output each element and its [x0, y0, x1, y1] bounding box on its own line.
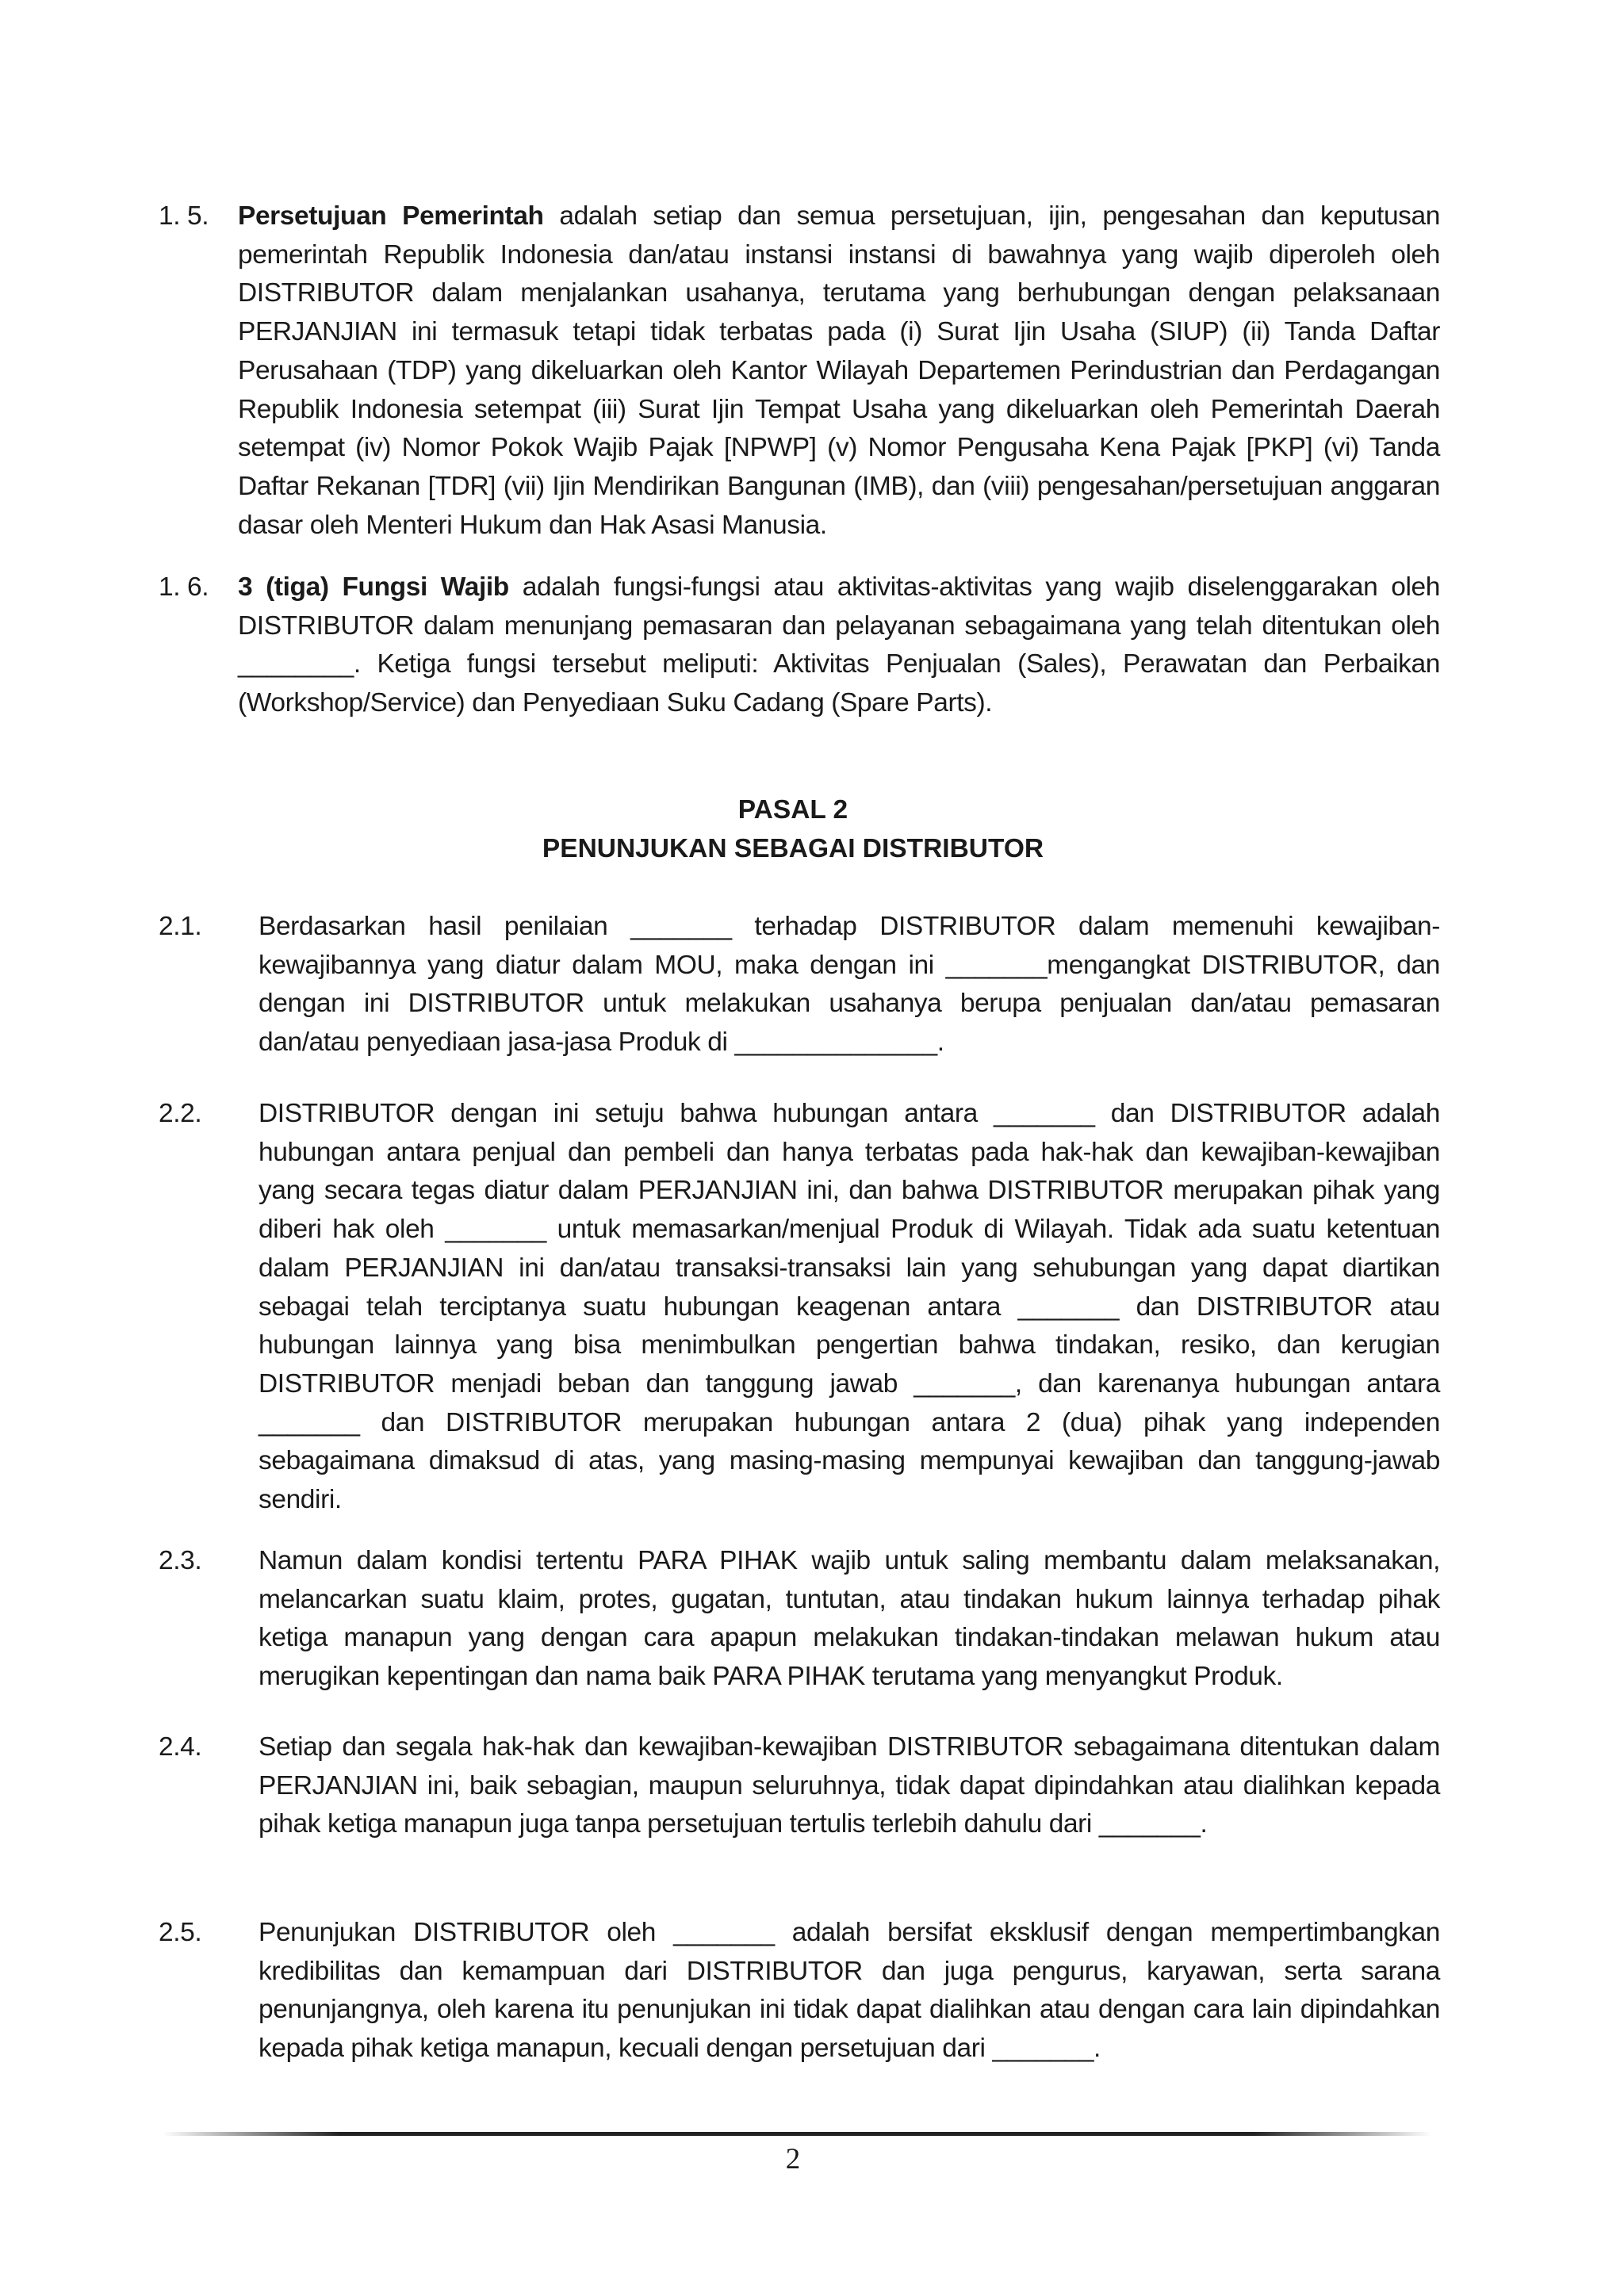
- clause-body: [238, 568, 1440, 723]
- clause-number: 1. 6.: [159, 572, 209, 602]
- clause-number: 1. 5.: [159, 201, 209, 231]
- footer-divider: [163, 2132, 1431, 2136]
- clause-number: 2.4.: [159, 1732, 202, 1762]
- clause-2-4: [159, 1728, 1440, 1844]
- clause-number: 2.3.: [159, 1546, 202, 1575]
- clause-2-5: [159, 1914, 1440, 2068]
- defined-term: 3 (tiga) Fungsi Wajib: [238, 572, 509, 602]
- clause-text: Berdasarkan hasil penilaian _______ terhadap DISTRIBUTOR dalam memenuhi kewajiban-kewajibannya yang diatur dalam MOU, maka dengan ini _______mengangkat DISTRIBUTOR, dan dengan ini DISTRIBUTOR untuk melakukan usahanya berupa penjualan dan/atau pemasaran dan/atau penyediaan jasa-jasa Produk di ______________.: [259, 912, 1440, 1058]
- article-title: PENUNJUKAN SEBAGAI DISTRIBUTOR: [542, 834, 1044, 863]
- clause-number: 2.5.: [159, 1918, 202, 1947]
- clause-2-2: [159, 1095, 1440, 1520]
- clause-text: Namun dalam kondisi tertentu PARA PIHAK wajib untuk saling membantu dalam melaksanakan, melancarkan suatu klaim, protes, gugatan, tuntutan, atau tindakan hukum lainnya terhadap pihak ketiga manapun yang dengan cara apapun melakukan tindakan-tindakan melawan hukum atau merugikan kepentingan dan nama baik PARA PIHAK terutama yang menyangkut Produk.: [259, 1546, 1440, 1692]
- clause-2-1: [159, 908, 1440, 1062]
- clause-1-6: [159, 568, 1440, 723]
- clause-text: Penunjukan DISTRIBUTOR oleh _______ adalah bersifat eksklusif dengan mempertimbangkan kredibilitas dan kemampuan dari DISTRIBUTOR dan juga pengurus, karyawan, serta sarana penunjangnya, oleh karena itu penunjukan ini tidak dapat dialihkan atau dengan cara lain dipindahkan kepada pihak ketiga manapun, kecuali dengan persetujuan dari _______.: [259, 1918, 1440, 2064]
- clause-number: 2.1.: [159, 912, 202, 941]
- clause-number: 2.2.: [159, 1099, 202, 1128]
- clause-1-5: [159, 197, 1440, 545]
- clause-text: adalah fungsi-fungsi atau aktivitas-aktivitas yang wajib diselenggarakan oleh DISTRIBUTOR dalam menunjang pemasaran dan pelayanan sebagaimana yang telah ditentukan oleh ________. Ketiga fungsi tersebut meliputi: Aktivitas Penjualan (Sales), Perawatan dan Perbaikan (Workshop/Service) dan Penyediaan Suku Cadang (Spare Parts).: [238, 572, 1440, 718]
- page-number: 2: [785, 2143, 801, 2175]
- clause-text: adalah setiap dan semua persetujuan, ijin, pengesahan dan keputusan pemerintah Republik Indonesia dan/atau instansi instansi di bawahnya yang wajib diperoleh oleh DISTRIBUTOR dalam menjalankan usahanya, terutama yang berhubungan dengan pelaksanaan PERJANJIAN ini termasuk tetapi tidak terbatas pada (i) Surat Ijin Usaha (SIUP) (ii) Tanda Daftar Perusahaan (TDP) yang dikeluarkan oleh Kantor Wilayah Departemen Perindustrian dan Perdagangan Republik Indonesia setempat (iii) Surat Ijin Tempat Usaha yang dikeluarkan oleh Pemerintah Daerah setempat (iv) Nomor Pokok Wajib Pajak [NPWP] (v) Nomor Pengusaha Kena Pajak [PKP] (vi) Tanda Daftar Rekanan [TDR] (vii) Ijin Mendirikan Bangunan (IMB), dan (viii) pengesahan/persetujuan anggaran dasar oleh Menteri Hukum dan Hak Asasi Manusia.: [238, 201, 1440, 540]
- defined-term: Persetujuan Pemerintah: [238, 201, 544, 231]
- clause-text: DISTRIBUTOR dengan ini setuju bahwa hubungan antara _______ dan DISTRIBUTOR adalah hubungan antara penjual dan pembeli dan hanya terbatas pada hak-hak dan kewajiban-kewajiban yang secara tegas diatur dalam PERJANJIAN ini, dan bahwa DISTRIBUTOR merupakan pihak yang diberi hak oleh _______ untuk memasarkan/menjual Produk di Wilayah. Tidak ada suatu ketentuan dalam PERJANJIAN ini dan/atau transaksi-transaksi lain yang sehubungan yang dapat diartikan sebagai telah terciptanya suatu hubungan keagenan antara _______ dan DISTRIBUTOR atau hubungan lainnya yang bisa menimbulkan pengertian bahwa tindakan, resiko, dan kerugian DISTRIBUTOR menjadi beban dan tanggung jawab _______, dan karenanya hubungan antara _______ dan DISTRIBUTOR merupakan hubungan antara 2 (dua) pihak yang independen sebagaimana dimaksud di atas, yang masing-masing mempunyai kewajiban dan tanggung-jawab sendiri.: [259, 1099, 1440, 1515]
- article-number: PASAL 2: [737, 795, 848, 825]
- clause-2-3: [159, 1542, 1440, 1697]
- clause-body: [238, 197, 1440, 545]
- clause-text: Setiap dan segala hak-hak dan kewajiban-kewajiban DISTRIBUTOR sebagaimana ditentukan dalam PERJANJIAN ini, baik sebagian, maupun seluruhnya, tidak dapat dipindahkan atau dialihkan kepada pihak ketiga manapun juga tanpa persetujuan tertulis terlebih dahulu dari _______.: [259, 1732, 1440, 1839]
